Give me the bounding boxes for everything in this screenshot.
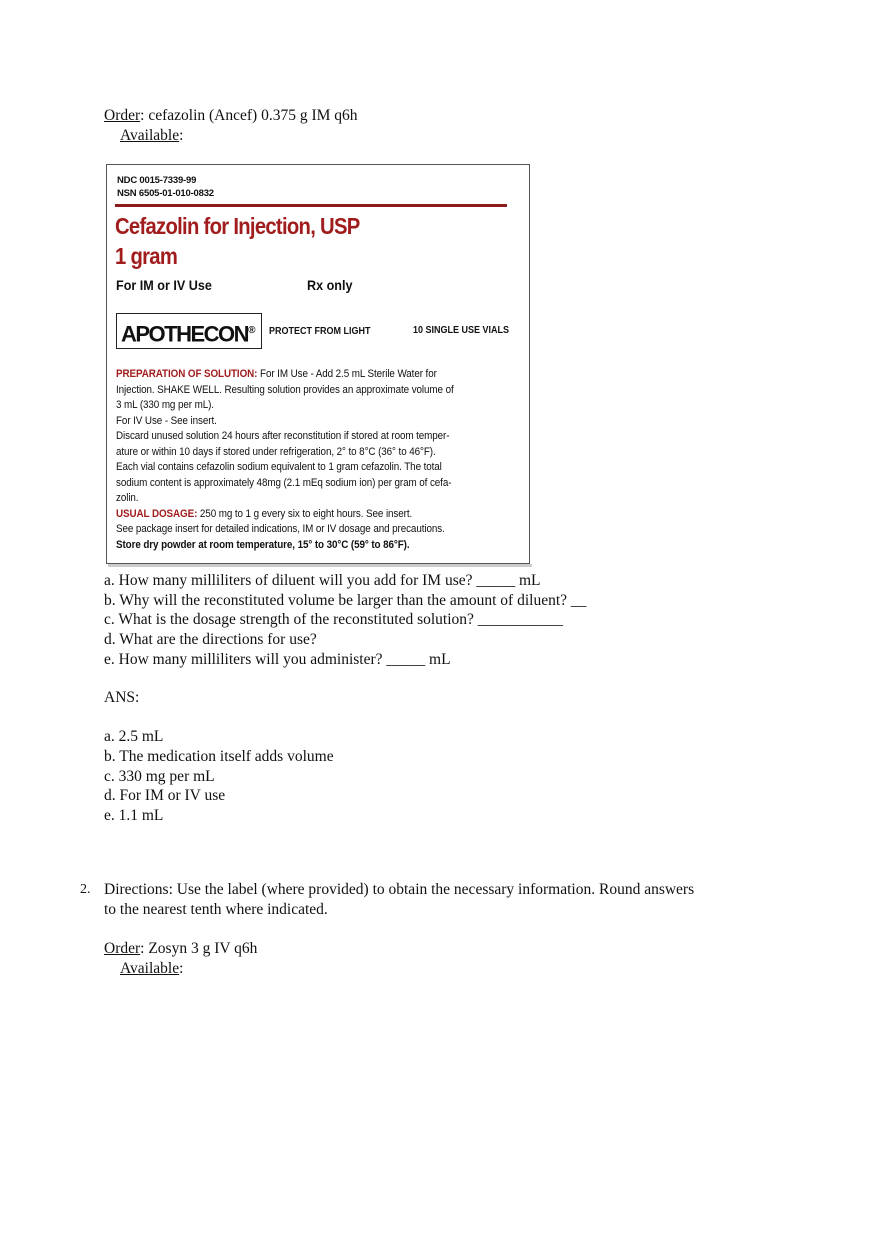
drug-route: For IM or IV Use [116, 277, 212, 293]
problem-number: 2. [80, 882, 91, 897]
protect-from-light: PROTECT FROM LIGHT [269, 326, 371, 337]
prep-line-4: For IV Use - See insert. [116, 414, 217, 427]
prep-line-2: Injection. SHAKE WELL. Resulting solution provides an approximate volume of [116, 383, 454, 396]
drug-name: Cefazolin for Injection, USP [115, 213, 360, 239]
usual-heading: USUAL DOSAGE: [116, 507, 198, 520]
apothecon-logo [116, 313, 262, 349]
answer-b: b. The medication itself adds volume [104, 748, 334, 765]
ans-label: ANS: [104, 689, 140, 706]
storage-line: Store dry powder at room temperature, 15° to 30°C (59° to 86°F). [116, 538, 410, 551]
vial-count: 10 SINGLE USE VIALS [413, 325, 510, 336]
available-line-2 [120, 959, 183, 979]
question-c: c. What is the dosage strength of the reconstituted solution? ___________ [104, 611, 564, 628]
answer-a: a. 2.5 mL [104, 728, 164, 745]
label-red-bar [115, 204, 507, 207]
question-a: a. How many milliliters of diluent will you add for IM use? _____ mL [104, 572, 541, 589]
directions-line-2: to the nearest tenth where indicated. [104, 901, 328, 918]
order-label-2: Order [104, 940, 141, 957]
order-text-2: : Zosyn 3 g IV q6h [140, 940, 258, 957]
prep-line [116, 367, 521, 383]
usual-dosage-line [116, 507, 521, 523]
usual-text: 250 mg to 1 g every six to eight hours. See insert. [197, 507, 413, 520]
order-label: Order [104, 107, 141, 124]
available-label-2: Available [120, 960, 180, 977]
prep-line-5: Discard unused solution 24 hours after reconstitution if stored at room temper- [116, 430, 450, 442]
nsn-number: NSN 6505-01-010-0832 [117, 188, 214, 199]
question-d: d. What are the directions for use? [104, 631, 317, 648]
prep-line-1: For IM Use - Add 2.5 mL Sterile Water for [257, 368, 437, 380]
ndc-block [117, 174, 214, 200]
registered-mark: ® [248, 325, 256, 336]
label-shadow [108, 564, 532, 567]
label-instructions [116, 367, 521, 553]
question-e: e. How many milliliters will you administer? _____ mL [104, 651, 451, 668]
available-line [120, 126, 183, 146]
prep-line-3: 3 mL (330 mg per mL). [116, 399, 214, 411]
order-line [104, 106, 358, 126]
prep-line-9: zolin. [116, 492, 139, 504]
prep-line-6: ature or within 10 days if stored under refrigeration, 2° to 8°C (36° to 46°F). [116, 445, 436, 458]
available-label: Available [120, 127, 180, 144]
drug-strength: 1 gram [115, 243, 178, 269]
ndc-number: NDC 0015-7339-99 [117, 175, 197, 186]
rx-only: Rx only [307, 277, 353, 293]
directions-line-1: Directions: Use the label (where provided) to obtain the necessary information. Round answers [104, 881, 695, 898]
prep-line-8: sodium content is approximately 48mg (2.1 mEq sodium ion) per gram of cefa- [116, 476, 452, 489]
order-line-2 [104, 939, 257, 959]
question-b: b. Why will the reconstituted volume be larger than the amount of diluent? __ [104, 592, 587, 609]
insert-line: See package insert for detailed indications, IM or IV dosage and precautions. [116, 523, 445, 535]
answer-e: e. 1.1 mL [104, 807, 164, 824]
available-colon-2: : [179, 960, 184, 977]
prep-heading: PREPARATION OF SOLUTION: [116, 368, 258, 380]
drug-label-image [106, 164, 530, 564]
available-colon: : [179, 127, 184, 144]
answer-d: d. For IM or IV use [104, 787, 226, 804]
order-text: : cefazolin (Ancef) 0.375 g IM q6h [140, 107, 358, 124]
answer-c: c. 330 mg per mL [104, 768, 215, 785]
logo-text: APOTHECON [121, 321, 249, 347]
prep-line-7: Each vial contains cefazolin sodium equivalent to 1 gram cefazolin. The total [116, 461, 442, 473]
